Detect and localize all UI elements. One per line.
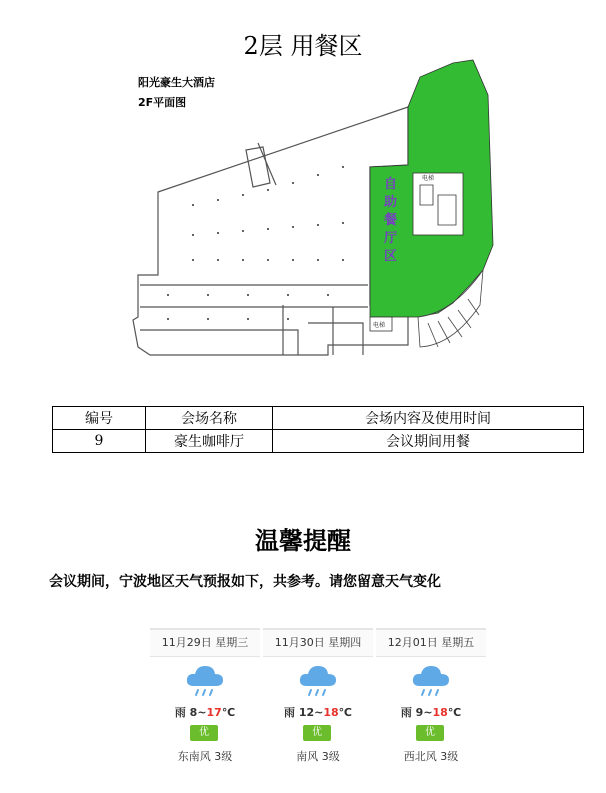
elevator-label: 电梯 — [422, 175, 435, 182]
page-title: 2层 用餐区 — [243, 32, 363, 60]
aqi-badge: 优 — [416, 725, 444, 741]
temp-low: 9 — [415, 706, 424, 719]
temp-low: 12 — [298, 706, 315, 719]
cell-venue-name: 豪生咖啡厅 — [146, 430, 273, 453]
weather-condition: 雨 — [283, 706, 295, 719]
weather-day — [150, 628, 260, 770]
dining-area-label — [383, 176, 397, 264]
floor-plan-columns — [167, 166, 344, 320]
weather-wind: 南风 3级 — [296, 750, 340, 763]
cell-number: 9 — [53, 430, 146, 453]
weather-temperature: 雨 9~18℃ — [400, 706, 462, 719]
elevator-label: 电梯 — [373, 322, 386, 329]
tips-title: 温馨提醒 — [255, 526, 351, 555]
dining-label-char: 区 — [384, 249, 398, 264]
weather-wind: 东南风 3级 — [177, 750, 233, 763]
temp-high: 17 — [206, 706, 222, 719]
elevator-core — [413, 173, 463, 235]
weather-date: 11月29日 星期三 — [150, 628, 260, 657]
aqi-badge: 优 — [303, 725, 331, 741]
weather-condition: 雨 — [400, 706, 412, 719]
header-venue-content: 会场内容及使用时间 — [273, 407, 584, 430]
temp-unit: ℃ — [221, 706, 236, 719]
rain-cloud-icon — [184, 662, 226, 702]
weather-wind: 西北风 3级 — [403, 750, 459, 763]
dining-label-char: 餐 — [384, 213, 398, 228]
weather-date: 12月01日 星期五 — [376, 628, 486, 657]
weather-condition: 雨 — [174, 706, 186, 719]
cell-venue-content: 会议期间用餐 — [273, 430, 584, 453]
tips-text: 会议期间，宁波地区天气预报如下，共参考。请您留意天气变化 — [49, 574, 441, 590]
floor-plan-walls — [133, 107, 408, 355]
header-venue-name: 会场名称 — [146, 407, 273, 430]
aqi-badge: 优 — [190, 725, 218, 741]
hotel-name: 阳光豪生大酒店 — [138, 76, 215, 89]
temp-high: 18 — [432, 706, 448, 719]
weather-day — [376, 628, 486, 770]
table-row — [53, 430, 584, 453]
temp-low: 8 — [189, 706, 198, 719]
weather-date: 11月30日 星期四 — [263, 628, 373, 657]
plan-name: 2F平面图 — [138, 96, 187, 109]
header-number: 编号 — [53, 407, 146, 430]
rain-cloud-icon — [297, 662, 339, 702]
dining-label-char: 厅 — [384, 231, 398, 246]
temp-unit: ℃ — [447, 706, 462, 719]
venue-table — [52, 406, 584, 453]
temp-unit: ℃ — [338, 706, 352, 719]
weather-temperature: 雨 12~18℃ — [283, 706, 352, 719]
weather-temperature: 雨 8~17℃ — [174, 706, 236, 719]
dining-label-char: 自 — [384, 177, 398, 192]
temp-high: 18 — [323, 706, 339, 719]
dining-label-char: 助 — [384, 195, 398, 210]
weather-forecast — [150, 628, 486, 770]
weather-day — [263, 628, 373, 770]
floor-plan — [108, 55, 522, 367]
table-header-row — [53, 407, 584, 430]
rain-cloud-icon — [410, 662, 452, 702]
